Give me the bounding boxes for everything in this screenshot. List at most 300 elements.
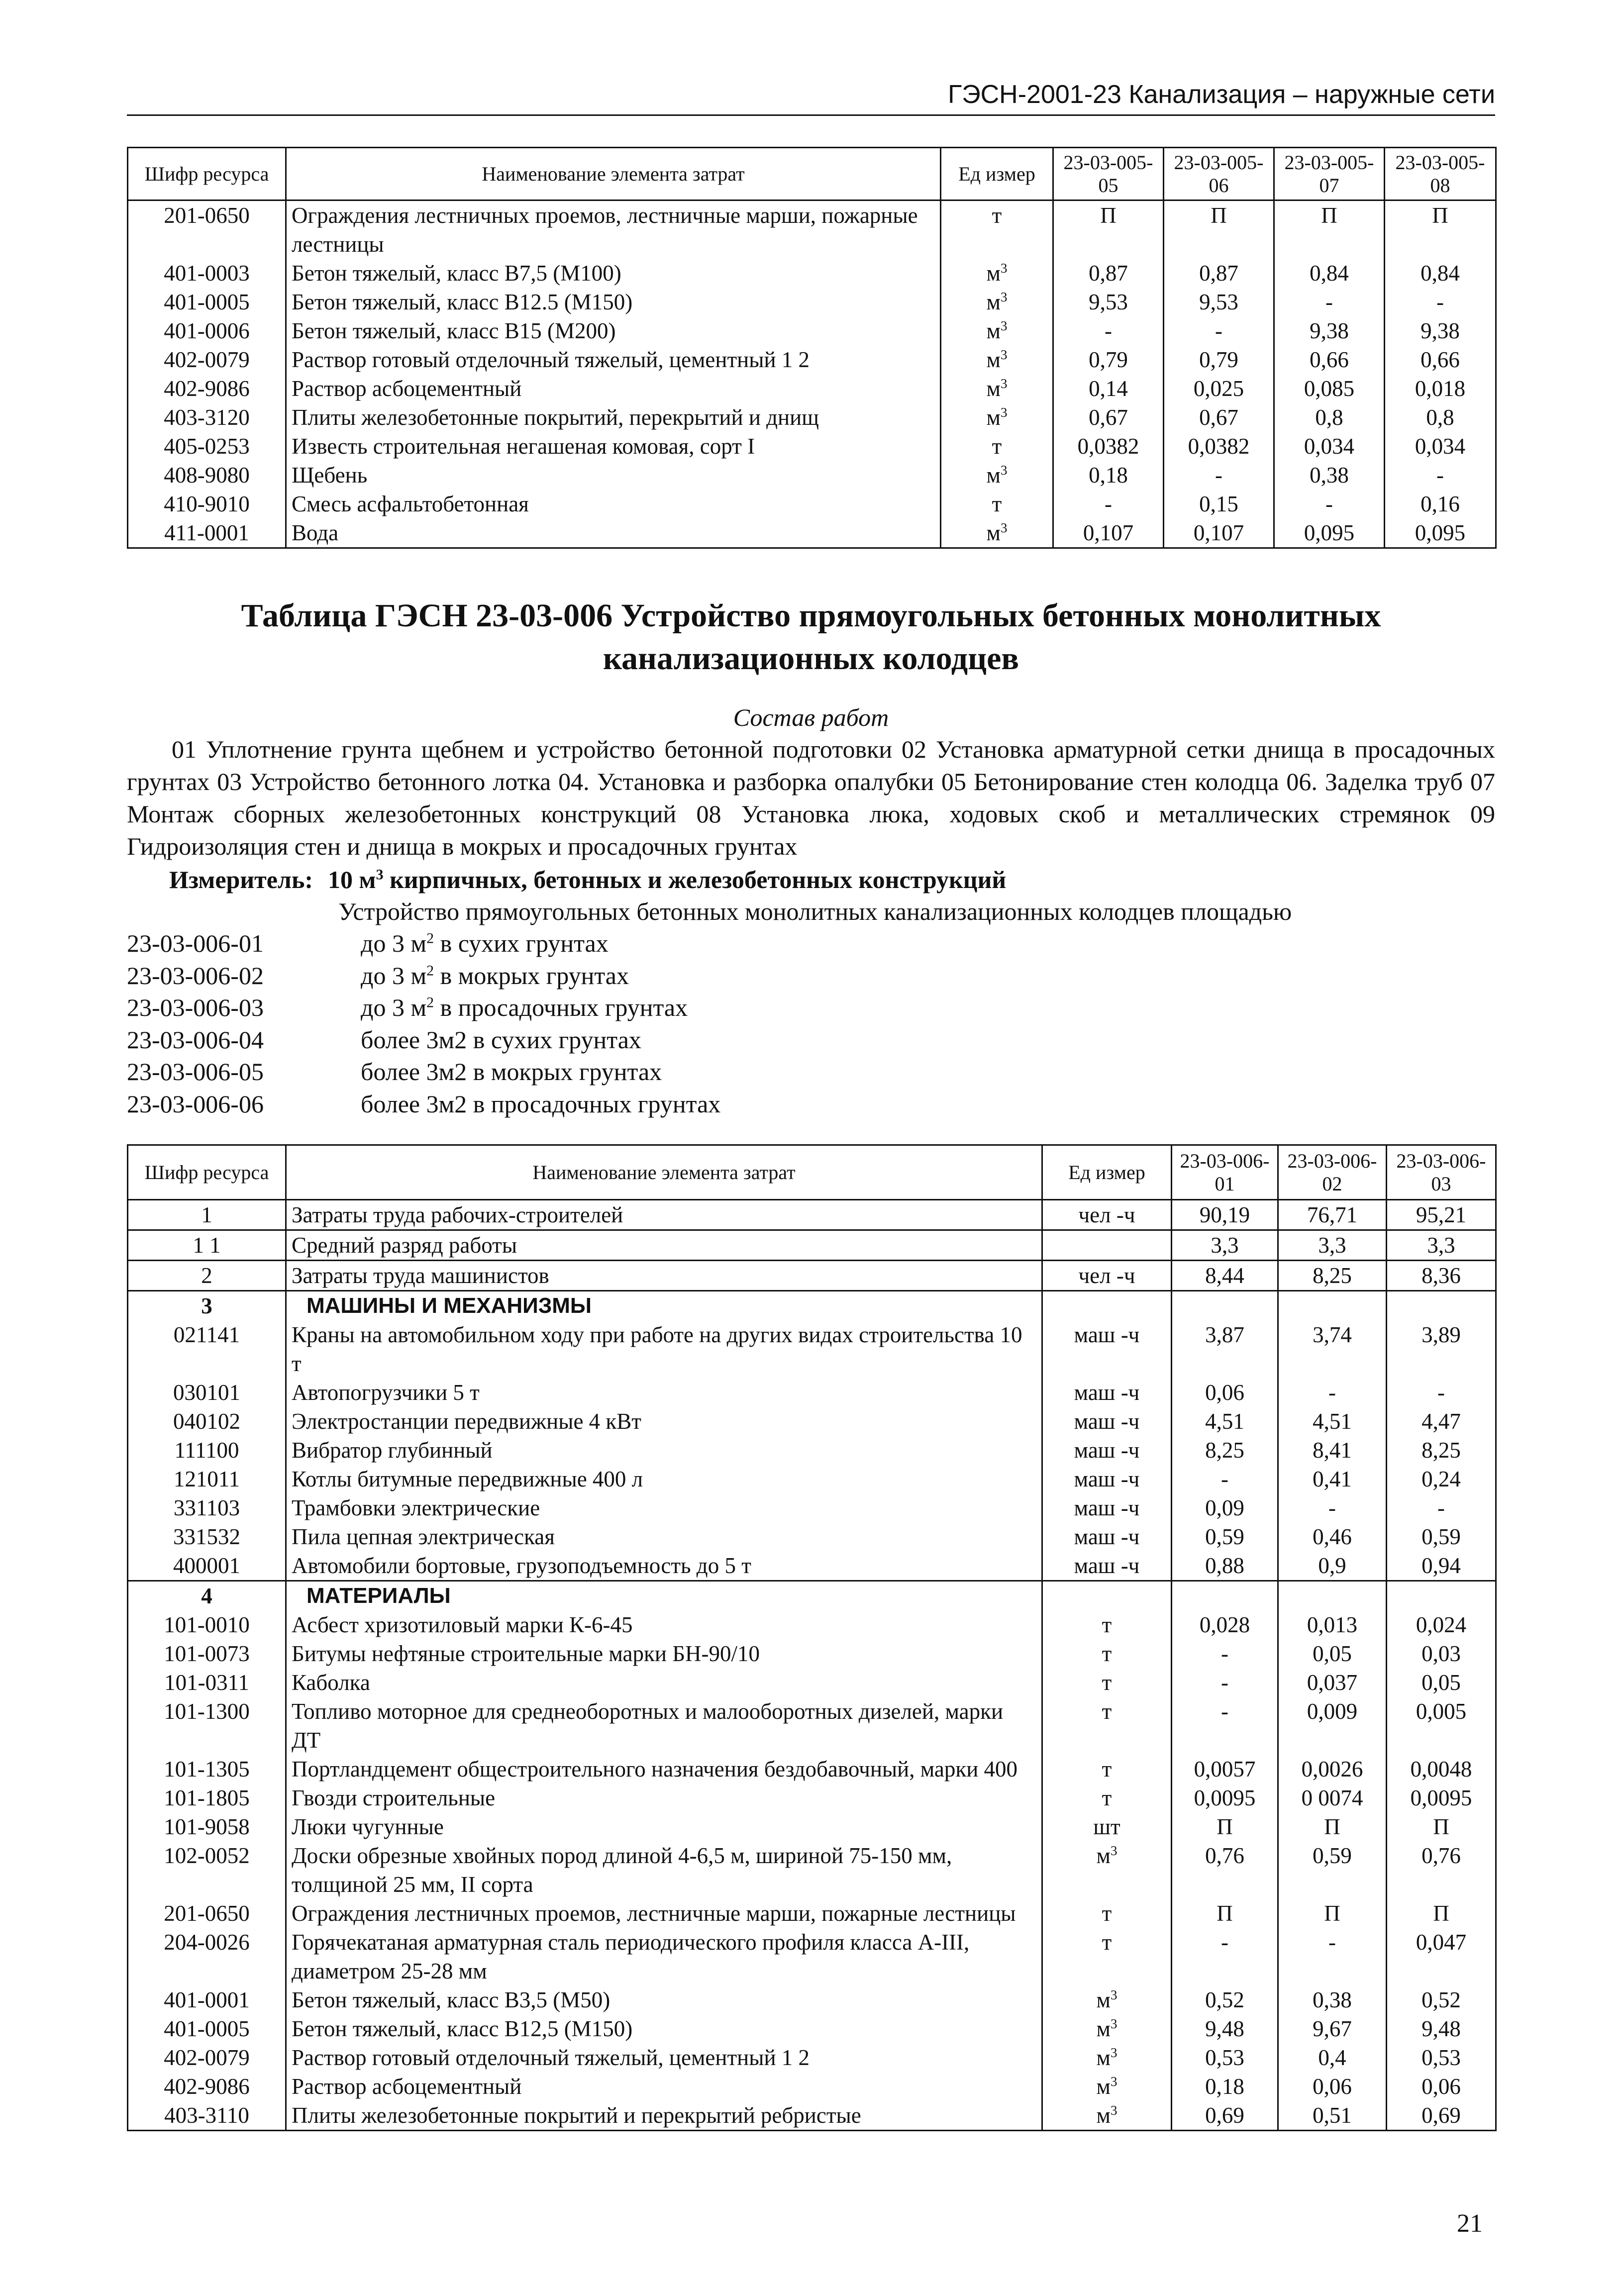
resource-unit: т xyxy=(1042,1755,1172,1783)
resource-code: 410-9010 xyxy=(128,490,286,518)
resource-value: 0,53 xyxy=(1387,2043,1496,2072)
resource-unit: $м^3$ xyxy=(941,461,1053,490)
resource-unit: т xyxy=(941,490,1053,518)
table-row xyxy=(128,1697,1496,1755)
resource-code: 408-9080 xyxy=(128,461,286,490)
resource-value: 0,38 xyxy=(1274,461,1385,490)
resource-value: 4,47 xyxy=(1387,1407,1496,1436)
resource-unit: т xyxy=(1042,1639,1172,1668)
resource-value: 3,74 xyxy=(1278,1320,1387,1378)
resource-value: 0,84 xyxy=(1274,259,1385,288)
resource-value: 0,51 xyxy=(1278,2101,1387,2131)
resource-name: Бетон тяжелый, класс В3,5 (М50) xyxy=(286,1985,1042,2014)
resource-name: Плиты железобетонные покрытий и перекрытий ребристые xyxy=(286,2101,1042,2131)
resource-code: 402-9086 xyxy=(128,2072,286,2101)
resource-value: 0,0382 xyxy=(1053,432,1164,461)
resource-unit: маш -ч xyxy=(1042,1407,1172,1436)
header-col-005-06: 23-03-005-06 xyxy=(1164,148,1274,200)
resource-value: 0,037 xyxy=(1278,1668,1387,1697)
resource-unit: маш -ч xyxy=(1042,1465,1172,1493)
resource-value: П xyxy=(1164,200,1274,259)
resource-value: 0,03 xyxy=(1387,1639,1496,1668)
resource-value: - xyxy=(1172,1668,1278,1697)
resource-value: - xyxy=(1172,1928,1278,1985)
resource-code: 204-0026 xyxy=(128,1928,286,1985)
resource-value: 0,005 xyxy=(1387,1697,1496,1755)
resource-code: 401-0001 xyxy=(128,1985,286,2014)
table-row xyxy=(128,1610,1496,1639)
resource-value: 0,38 xyxy=(1278,1985,1387,2014)
resource-value: 0,76 xyxy=(1387,1841,1496,1899)
table-row xyxy=(128,2101,1496,2131)
resource-value: 0,87 xyxy=(1053,259,1164,288)
table-row xyxy=(128,403,1496,432)
resource-name: Портландцемент общестроительного назначения бездобавочный, марки 400 xyxy=(286,1755,1042,1783)
resource-code: 401-0005 xyxy=(128,288,286,316)
resource-value: - xyxy=(1172,1639,1278,1668)
variants-subheading: Устройство прямоугольных бетонных монолитных канализационных колодцев площадью xyxy=(338,897,1292,925)
resource-value: - xyxy=(1274,490,1385,518)
resource-unit: т xyxy=(1042,1610,1172,1639)
resource-code: 101-0073 xyxy=(128,1639,286,1668)
table-row xyxy=(128,1465,1496,1493)
resource-unit: т xyxy=(1042,1668,1172,1697)
header-unit: Ед измер xyxy=(941,148,1053,200)
resource-value: 0,9 xyxy=(1278,1551,1387,1581)
resource-value: 0,05 xyxy=(1387,1668,1496,1697)
resource-value: 0,06 xyxy=(1172,1378,1278,1407)
resource-value: 0,59 xyxy=(1387,1522,1496,1551)
resource-name: Гвозди строительные xyxy=(286,1783,1042,1812)
page-number: 21 xyxy=(1457,2209,1483,2238)
resource-unit: $м^3$ xyxy=(1042,2043,1172,2072)
resource-value: 76,71 xyxy=(1278,1200,1387,1230)
resource-unit: т xyxy=(1042,1783,1172,1812)
resource-unit: чел -ч xyxy=(1042,1261,1172,1291)
table-row xyxy=(128,1985,1496,2014)
resource-code: 402-0079 xyxy=(128,2043,286,2072)
variant-code: 23-03-006-02 xyxy=(127,961,264,990)
header-name: Наименование элемента затрат xyxy=(286,148,941,200)
resource-value: 0,69 xyxy=(1387,2101,1496,2131)
resource-unit: маш -ч xyxy=(1042,1378,1172,1407)
resource-value: 9,38 xyxy=(1274,316,1385,345)
resource-unit: $м^3$ xyxy=(1042,1985,1172,2014)
resource-value: 0,94 xyxy=(1387,1551,1496,1581)
table-row xyxy=(128,1407,1496,1436)
variant-description: более 3м2 в просадочных грунтах xyxy=(361,1089,721,1118)
resource-unit: маш -ч xyxy=(1042,1493,1172,1522)
resource-value: 8,25 xyxy=(1278,1261,1387,1291)
resource-code: 201-0650 xyxy=(128,1899,286,1928)
variant-description: до 3 $м^2$ в мокрых грунтах xyxy=(361,961,629,990)
header-unit: Ед измер xyxy=(1042,1145,1172,1200)
resource-name: Средний разряд работы xyxy=(286,1230,1042,1261)
resource-unit: чел -ч xyxy=(1042,1200,1172,1230)
resource-code: 201-0650 xyxy=(128,200,286,259)
resource-value: - xyxy=(1387,1378,1496,1407)
table-row xyxy=(128,2043,1496,2072)
resource-value: 9,38 xyxy=(1385,316,1496,345)
header-code: Шифр ресурса xyxy=(128,148,286,200)
resource-name: Люки чугунные xyxy=(286,1812,1042,1841)
resource-code: 331103 xyxy=(128,1493,286,1522)
resource-unit: т xyxy=(941,432,1053,461)
resource-value: П xyxy=(1274,200,1385,259)
header-col-005-07: 23-03-005-07 xyxy=(1274,148,1385,200)
resource-value: 0,013 xyxy=(1278,1610,1387,1639)
resource-code: 331532 xyxy=(128,1522,286,1551)
resource-value: 0,0026 xyxy=(1278,1755,1387,1783)
resource-code: 402-0079 xyxy=(128,345,286,374)
resource-name: МАШИНЫ И МЕХАНИЗМЫ xyxy=(286,1291,1042,1321)
table-row xyxy=(128,1436,1496,1465)
resource-code: 1 1 xyxy=(128,1230,286,1261)
resource-code: 411-0001 xyxy=(128,518,286,548)
resource-name: Вода xyxy=(286,518,941,548)
resource-value: 0,66 xyxy=(1385,345,1496,374)
resource-value: 8,41 xyxy=(1278,1436,1387,1465)
resource-code: 4 xyxy=(128,1581,286,1611)
resource-unit: $м^3$ xyxy=(941,259,1053,288)
resource-value: - xyxy=(1053,490,1164,518)
resource-value: 0,047 xyxy=(1387,1928,1496,1985)
resource-value: 0,028 xyxy=(1172,1610,1278,1639)
resource-value xyxy=(1278,1581,1387,1611)
header-col-005-08: 23-03-005-08 xyxy=(1385,148,1496,200)
table-row xyxy=(128,1783,1496,1812)
resource-value: 0,59 xyxy=(1172,1522,1278,1551)
variant-description: до 3 $м^2$ в сухих грунтах xyxy=(361,929,609,957)
resource-value: - xyxy=(1278,1928,1387,1985)
resource-value: 0,8 xyxy=(1385,403,1496,432)
resource-value: - xyxy=(1172,1697,1278,1755)
resource-name: Электростанции передвижные 4 кВт xyxy=(286,1407,1042,1436)
list-item xyxy=(127,1088,1495,1120)
resource-value: П xyxy=(1387,1899,1496,1928)
table-row xyxy=(128,1812,1496,1841)
page-header: ГЭСН-2001-23 Канализация – наружные сети xyxy=(127,75,1495,116)
resource-value: 0,79 xyxy=(1053,345,1164,374)
resource-value: 0,8 xyxy=(1274,403,1385,432)
table-row xyxy=(128,1493,1496,1522)
table-row xyxy=(128,288,1496,316)
table-row xyxy=(128,518,1496,548)
resource-table-006 xyxy=(127,1144,1497,2131)
resource-value: 8,25 xyxy=(1172,1436,1278,1465)
resource-code: 021141 xyxy=(128,1320,286,1378)
resource-value: 90,19 xyxy=(1172,1200,1278,1230)
resource-name: Бетон тяжелый, класс В12,5 (М150) xyxy=(286,2014,1042,2043)
resource-code: 030101 xyxy=(128,1378,286,1407)
resource-unit xyxy=(1042,1230,1172,1261)
resource-name: МАТЕРИАЛЫ xyxy=(286,1581,1042,1611)
resource-value: 0,87 xyxy=(1164,259,1274,288)
resource-value: 0,034 xyxy=(1274,432,1385,461)
table-row xyxy=(128,1522,1496,1551)
composition-title: Состав работ xyxy=(733,703,889,731)
resource-value: 8,44 xyxy=(1172,1261,1278,1291)
resource-unit: $м^3$ xyxy=(941,518,1053,548)
resource-value: П xyxy=(1385,200,1496,259)
table-row xyxy=(128,2072,1496,2101)
resource-value: 8,36 xyxy=(1387,1261,1496,1291)
resource-value xyxy=(1387,1581,1496,1611)
resource-code: 401-0005 xyxy=(128,2014,286,2043)
variant-description: более 3м2 в сухих грунтах xyxy=(361,1025,641,1054)
resource-value: 9,53 xyxy=(1164,288,1274,316)
resource-value: 9,67 xyxy=(1278,2014,1387,2043)
variant-code-list xyxy=(127,927,1495,1120)
resource-code: 101-0010 xyxy=(128,1610,286,1639)
resource-value: - xyxy=(1053,316,1164,345)
resource-name: Ограждения лестничных проемов, лестничные марши, пожарные лестницы xyxy=(286,1899,1042,1928)
table-row xyxy=(128,1378,1496,1407)
header-col-005-05: 23-03-005-05 xyxy=(1053,148,1164,200)
resource-value: 0,88 xyxy=(1172,1551,1278,1581)
resource-name: Раствор готовый отделочный тяжелый, цементный 1 2 xyxy=(286,2043,1042,2072)
resource-name: Известь строительная негашеная комовая, сорт I xyxy=(286,432,941,461)
resource-unit: маш -ч xyxy=(1042,1436,1172,1465)
resource-value: 0,24 xyxy=(1387,1465,1496,1493)
list-item xyxy=(127,1056,1495,1088)
resource-value: 0,009 xyxy=(1278,1697,1387,1755)
resource-name: Топливо моторное для среднеоборотных и малооборотных дизелей, марки ДТ xyxy=(286,1697,1042,1755)
resource-value: 0,095 xyxy=(1385,518,1496,548)
resource-value: 0,024 xyxy=(1387,1610,1496,1639)
resource-name: Раствор асбоцементный xyxy=(286,374,941,403)
resource-value: 3,3 xyxy=(1387,1230,1496,1261)
resource-value xyxy=(1172,1291,1278,1321)
resource-value: 0,06 xyxy=(1387,2072,1496,2101)
measure-value: 10 $м^3$ кирпичных, бетонных и железобетонных конструкций xyxy=(328,866,1007,893)
table-row xyxy=(128,1320,1496,1378)
header-col-006-03: 23-03-006-03 xyxy=(1387,1145,1496,1200)
resource-name: Асбест хризотиловый марки К-6-45 xyxy=(286,1610,1042,1639)
resource-value: - xyxy=(1274,288,1385,316)
resource-unit: маш -ч xyxy=(1042,1320,1172,1378)
measure-line xyxy=(169,864,1513,895)
table-row xyxy=(128,1841,1496,1899)
variant-code: 23-03-006-04 xyxy=(127,1025,264,1054)
resource-name: Бетон тяжелый, класс В12.5 (М150) xyxy=(286,288,941,316)
resource-value: - xyxy=(1278,1493,1387,1522)
resource-value: П xyxy=(1172,1899,1278,1928)
resource-value: 0,095 xyxy=(1274,518,1385,548)
resource-value: 0,034 xyxy=(1385,432,1496,461)
resource-value: 0,4 xyxy=(1278,2043,1387,2072)
resource-value: 3,87 xyxy=(1172,1320,1278,1378)
resource-name: Вибратор глубинный xyxy=(286,1436,1042,1465)
resource-name: Бетон тяжелый, класс В7,5 (М100) xyxy=(286,259,941,288)
table-row xyxy=(128,1928,1496,1985)
resource-unit: $м^3$ xyxy=(941,403,1053,432)
resource-value: 0,14 xyxy=(1053,374,1164,403)
resource-unit: $м^3$ xyxy=(941,345,1053,374)
resource-value: 0,05 xyxy=(1278,1639,1387,1668)
resource-value: 0,06 xyxy=(1278,2072,1387,2101)
resource-value: - xyxy=(1164,461,1274,490)
resource-value: 0,09 xyxy=(1172,1493,1278,1522)
resource-unit: маш -ч xyxy=(1042,1551,1172,1581)
resource-name: Доски обрезные хвойных пород длиной 4-6,5 м, шириной 75-150 мм, толщиной 25 мм, II сорта xyxy=(286,1841,1042,1899)
measure-label: Измеритель: xyxy=(169,866,313,893)
resource-name: Смесь асфальтобетонная xyxy=(286,490,941,518)
table-row xyxy=(128,1261,1496,1291)
resource-value: 0,107 xyxy=(1164,518,1274,548)
variant-code: 23-03-006-06 xyxy=(127,1089,264,1118)
resource-code: 101-1805 xyxy=(128,1783,286,1812)
resource-value: 0,0095 xyxy=(1387,1783,1496,1812)
table-row xyxy=(128,1755,1496,1783)
composition-text: 01 Уплотнение грунта щебнем и устройство бетонной подготовки 02 Установка арматурной сетки днища в просадочных грунтах 03 Устройство бетонного лотка 04. Установка и разборка опалубки 05 Бетонирование стен колодца 06. Заделка труб 07 Монтаж сборных железобетонных конструкций 08 Установка люка, ходовых скоб и металлических стремянок 09 Гидроизоляция стен и днища в мокрых и просадочных грунтах xyxy=(127,735,1495,860)
resource-name: Щебень xyxy=(286,461,941,490)
resource-value: 0 0074 xyxy=(1278,1783,1387,1812)
variant-description: более 3м2 в мокрых грунтах xyxy=(361,1058,662,1086)
table-row xyxy=(128,200,1496,259)
header-col-006-01: 23-03-006-01 xyxy=(1172,1145,1278,1200)
resource-unit: $м^3$ xyxy=(1042,1841,1172,1899)
variant-code: 23-03-006-03 xyxy=(127,993,264,1021)
resource-name: Раствор готовый отделочный тяжелый, цементный 1 2 xyxy=(286,345,941,374)
table-row xyxy=(128,1551,1496,1581)
table-row xyxy=(128,1668,1496,1697)
resource-value: 3,3 xyxy=(1172,1230,1278,1261)
table-row xyxy=(128,259,1496,288)
table-row xyxy=(128,461,1496,490)
resource-value: 0,76 xyxy=(1172,1841,1278,1899)
resource-value: 0,025 xyxy=(1164,374,1274,403)
resource-value: 0,107 xyxy=(1053,518,1164,548)
resource-value: 0,59 xyxy=(1278,1841,1387,1899)
resource-code: 102-0052 xyxy=(128,1841,286,1899)
variant-code: 23-03-006-01 xyxy=(127,929,264,957)
resource-unit: т xyxy=(1042,1899,1172,1928)
resource-unit xyxy=(1042,1581,1172,1611)
resource-name: Затраты труда рабочих-строителей xyxy=(286,1200,1042,1230)
resource-value: 0,18 xyxy=(1053,461,1164,490)
resource-value: 0,46 xyxy=(1278,1522,1387,1551)
resource-value: П xyxy=(1172,1812,1278,1841)
resource-unit: т xyxy=(941,200,1053,259)
resource-code: 403-3120 xyxy=(128,403,286,432)
resource-unit: маш -ч xyxy=(1042,1522,1172,1551)
table-row xyxy=(128,1200,1496,1230)
resource-code: 400001 xyxy=(128,1551,286,1581)
resource-value: 4,51 xyxy=(1278,1407,1387,1436)
resource-value: 0,53 xyxy=(1172,2043,1278,2072)
resource-value: 95,21 xyxy=(1387,1200,1496,1230)
resource-name: Пила цепная электрическая xyxy=(286,1522,1042,1551)
resource-value: 9,48 xyxy=(1172,2014,1278,2043)
table-row xyxy=(128,1291,1496,1321)
resource-value xyxy=(1172,1581,1278,1611)
list-item xyxy=(127,960,1495,992)
list-item xyxy=(127,927,1495,960)
resource-value: 3,89 xyxy=(1387,1320,1496,1378)
resource-value: 0,69 xyxy=(1172,2101,1278,2131)
resource-value: 8,25 xyxy=(1387,1436,1496,1465)
table-row xyxy=(128,490,1496,518)
resource-value: 4,51 xyxy=(1172,1407,1278,1436)
resource-value: 0,18 xyxy=(1172,2072,1278,2101)
resource-code: 101-9058 xyxy=(128,1812,286,1841)
resource-name: Краны на автомобильном ходу при работе на других видах строительства 10 т xyxy=(286,1320,1042,1378)
table-row xyxy=(128,374,1496,403)
resource-name: Автомобили бортовые, грузоподъемность до 5 т xyxy=(286,1551,1042,1581)
resource-name: Битумы нефтяные строительные марки БН-90/10 xyxy=(286,1639,1042,1668)
resource-unit xyxy=(1042,1291,1172,1321)
resource-value: 0,0048 xyxy=(1387,1755,1496,1783)
resource-value xyxy=(1278,1291,1387,1321)
resource-unit: $м^3$ xyxy=(1042,2101,1172,2131)
resource-value: 0,41 xyxy=(1278,1465,1387,1493)
resource-unit: шт xyxy=(1042,1812,1172,1841)
resource-code: 1 xyxy=(128,1200,286,1230)
resource-name: Котлы битумные передвижные 400 л xyxy=(286,1465,1042,1493)
resource-value: 9,48 xyxy=(1387,2014,1496,2043)
resource-name: Трамбовки электрические xyxy=(286,1493,1042,1522)
resource-value: 0,66 xyxy=(1274,345,1385,374)
resource-code: 101-0311 xyxy=(128,1668,286,1697)
resource-unit: $м^3$ xyxy=(1042,2014,1172,2043)
resource-value: 0,52 xyxy=(1387,1985,1496,2014)
resource-code: 401-0006 xyxy=(128,316,286,345)
resource-value xyxy=(1387,1291,1496,1321)
resource-value: - xyxy=(1387,1493,1496,1522)
table-row xyxy=(128,2014,1496,2043)
table-row xyxy=(128,1639,1496,1668)
resource-value: 0,16 xyxy=(1385,490,1496,518)
resource-value: 0,79 xyxy=(1164,345,1274,374)
resource-value: 0,67 xyxy=(1164,403,1274,432)
resource-unit: $м^3$ xyxy=(941,288,1053,316)
resource-value: П xyxy=(1387,1812,1496,1841)
variant-description: до 3 $м^2$ в просадочных грунтах xyxy=(361,993,688,1021)
resource-table-005 xyxy=(127,147,1497,549)
resource-value: 0,67 xyxy=(1053,403,1164,432)
section-title: Таблица ГЭСН 23-03-006 Устройство прямоугольных бетонных монолитных канализационных колодцев xyxy=(241,597,1381,677)
resource-value: - xyxy=(1385,288,1496,316)
resource-unit: т xyxy=(1042,1697,1172,1755)
header-name: Наименование элемента затрат xyxy=(286,1145,1042,1200)
header-code: Шифр ресурса xyxy=(128,1145,286,1200)
resource-value: - xyxy=(1172,1465,1278,1493)
resource-value: 3,3 xyxy=(1278,1230,1387,1261)
resource-value: - xyxy=(1164,316,1274,345)
resource-code: 402-9086 xyxy=(128,374,286,403)
resource-code: 101-1305 xyxy=(128,1755,286,1783)
resource-code: 3 xyxy=(128,1291,286,1321)
resource-value: П xyxy=(1278,1812,1387,1841)
resource-unit: $м^3$ xyxy=(1042,2072,1172,2101)
table-row xyxy=(128,432,1496,461)
table-row xyxy=(128,1581,1496,1611)
resource-code: 401-0003 xyxy=(128,259,286,288)
resource-unit: $м^3$ xyxy=(941,374,1053,403)
resource-name: Затраты труда машинистов xyxy=(286,1261,1042,1291)
resource-value: - xyxy=(1385,461,1496,490)
resource-value: П xyxy=(1053,200,1164,259)
resource-name: Ограждения лестничных проемов, лестничные марши, пожарные лестницы xyxy=(286,200,941,259)
resource-value: 0,52 xyxy=(1172,1985,1278,2014)
resource-value: П xyxy=(1278,1899,1387,1928)
resource-value: 0,0382 xyxy=(1164,432,1274,461)
table-row xyxy=(128,1899,1496,1928)
resource-value: 0,018 xyxy=(1385,374,1496,403)
resource-code: 101-1300 xyxy=(128,1697,286,1755)
resource-name: Автопогрузчики 5 т xyxy=(286,1378,1042,1407)
